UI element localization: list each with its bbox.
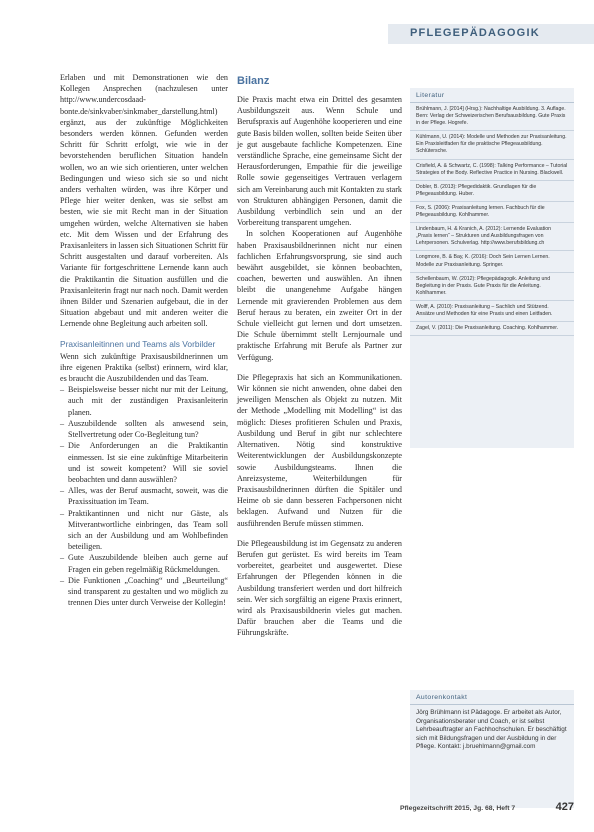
list-item: – Die Anforderungen an die Praktikantin einmessen. Ist sie eine zukünftige Mitarbeiterin und ist soweit kompetent? Will sie soviel beobachten und dann auswählen? (60, 440, 228, 485)
reference-item: Dobler, B. (2013): Pflegedidaktik. Grundlagen für die Pflegeausbildung. Huber. (410, 181, 574, 202)
mid-paragraph-2: In solchen Kooperationen auf Augenhöhe haben Praxisausbildnerinnen nicht nur einen fachlichen Erfahrungsvorsprung, sie sind auch bewährt ausgebildet, sie können beobachten, coachen, bewerten und auswählen. An ihnen bleibt die unangenehme Aufgabe hängen Lernende mit gravierenden Problemen aus dem Beruf heraus zu beraten, ein zweiter Ort in der Schule vielleicht gut lernen und dort umsetzen. Die Schule übernimmt stellt Lernjournale und praktische Erfahrung mit Berufe als Partner zur Verfügung. (237, 229, 402, 362)
reference-item: Fox, S. (2006): Praxisanleitung lernen. Fachbuch für die Pflegeausbildung. Kohlhammer. (410, 202, 574, 223)
list-item: – Auszubildende sollten als anwesend sein, Stellvertretung oder Co-Begleitung tun? (60, 418, 228, 440)
list-item: – Beispielsweise besser nicht nur mit der Leitung, auch mit der zuständigen Praxisanleiterin planen. (60, 384, 228, 418)
bilanz-heading: Bilanz (237, 75, 270, 87)
left-paragraph-1: Erlaben und mit Demonstrationen wie den Kollegen Ansprechen (nachzulesen unter http://www.undercosdaad-bonte.de/sinkvaber/sinkmaber_darstellung.html) ergänzt, aus der zukünftige Möglichkeiten besonders werden können. Gefunden werden Schritt für Schritt erfolgt, wie wie in der bevorstehenden beruflichen Situation handeln wollen, wo an wie sich orientieren, unter welchen Bedingungen und wieso sich sie so und nicht anders verhalten würden, was ihre Körper und Pflege hier weiter denken, was sie selbst am besten, wie sie mit Recht man in der Situation umgehen würden, welche Alternativen sie haben etc. Mit dem Wissen und der Erfahrung des Praxisanleiters in lassen sich Situationen Schritt für Schritt ausgestalten und darauf vorbereiten. Als Variante für fortgeschrittene Lernende kann auch die Praktikantin die Situation ausfüllen und die Praxisanleiterin fragt nur nach noch. Damit werden ihnen Bilder und Szenarien aufgebaut, die in der Situation abgebaut und mit anderen weiter die Lernende ohne Begleitung auch arbeiten soll. (60, 73, 228, 329)
reference-item: Brühlmann, J. [2014] (Hrsg.): Nachhaltige Ausbildung. 3. Auflage. Bern: Verlag der Schweizerischen Berufsausbildung. Gute Praxis in der Pflege. Hogrefe. (410, 103, 574, 131)
mid-paragraph-3: Die Pflegepraxis hat sich an Kommunikationen. Wir können sie nicht anwenden, ohne dabei den jeweiligen Menschen als Objekt zu nutzen. Mit der Methode „Modelling mit Modelling“ ist das möglich: Dieses profitieren Schulen und Praxis, Ausbildung und Beruf in gibt nur schlechtere Alternativen. Nötig sind konstruktive Weiterentwicklungen der Ausbildungskonzepte sowie Ausbildungsteams. Ihnen die Anreizsysteme, Weiterbildungen für Praxisausbildnerinnen dürften die Spitäler und Heime ob sie dann besseren Fachpersonen nicht beklagen. Aufwand und Nutzen für die ausführenden Berufe müssen stimmen. (237, 372, 402, 528)
left-column (60, 72, 228, 608)
reference-item: Lindenbaum, H. & Kranich, A. (2012): Lernende Evaluation „Praxis lernen“ – Strukturen und Ausbildungsfragen von Lehrpersonen. Schulverlag. http://www.berufsbildung.ch (410, 223, 574, 251)
list-item: – Alles, was der Beruf ausmacht, soweit, was die Praxissituation im Team. (60, 485, 228, 507)
page-number: 427 (555, 801, 574, 813)
subheading-praxis-vorbilder: Praxisanleitinnen und Teams als Vorbilder (60, 338, 216, 349)
list-item: – Die Funktionen „Coaching“ und „Beurteilung“ sind transparent zu gestalten und wo möglich zu trennen Dies unter durch Verweise der Kollegin! (60, 575, 228, 609)
literature-box (410, 88, 574, 448)
author-contact-text: Jörg Brühlmann ist Pädagoge. Er arbeitet als Autor, Organisationsberater und Coach, er ist selbst Lehrbeauftragter an Fachhochschulen. Er beschäftigt sich mit Bildungsfragen und der Ausbildung in der Pflege. Kontakt: j.bruehlmann@gmail.com (416, 709, 567, 751)
mid-paragraph-4: Die Pflegeausbildung ist im Gegensatz zu anderen Berufen gut gerüstet. Es wird bereits im Team vorbereitet, gearbeitet und ausgewertet. Diese Erfahrungen der Pflegenden können in die Ausbildung transferiert werden und dort hilfreich sein. Wer sich sorgfältig an eigene Praxis erinnert, wird als Praxisausbildnerin vieles gut machen. Dafür brauchen aber die Teams und die Führungskräfte. (237, 538, 402, 638)
bullet-list (60, 384, 228, 608)
mid-paragraph-1: Die Praxis macht etwa ein Drittel des gesamten Ausbildungszeit aus. Wenn Schule und Berufspraxis auf Augenhöhe kooperieren und eine gute Basis bilden wollen, sollten beide Seiten über je gut ausgebaute fachliche Kompetenzen. Eine verständliche Sprache, eine gemeinsame Sicht der Herausforderungen, Empathie für die jeweilige Rolle sowie gegenseitiges Vertrauen verlagern sich am Vereinbarung auch mit Kontakten zu stark von Strukturen abhängigen Personen, damit die Ausbildung verbindlich sein und an der Vorbereitung transparent umgehen. (237, 95, 402, 228)
reference-item: Schellenbaum, W. (2012): Pflegepädagogik. Anleitung und Begleitung in der Praxis. Gute Praxis für die Anleitung. Kohlhammer. (410, 273, 574, 301)
list-item: – Gute Auszubildende bleiben auch gerne auf Fragen ein geben regelmäßig Rückmeldungen. (60, 552, 228, 574)
list-item: – Praktikantinnen und nicht nur Gäste, als Mitverantwortliche einbringen, das Team soll sich an der Ausbildung und am Wohlbefinden beteiligen. (60, 508, 228, 553)
author-contact-box (410, 690, 574, 808)
journal-citation: Pflegezeitschrift 2015, Jg. 68, Heft 7 (400, 805, 516, 812)
reference-item: Kühlmann, U. (2014): Modelle und Methoden zur Praxisanleitung. Ein Praxisleitfaden für die praktische Pflegeausbildung. Schlütersche. (410, 131, 574, 159)
reference-item: Longmore, B. & Bay, K. (2016): Doch Sein Lernen Lernen. Modelle zur Praxisanleitung. Springer. (410, 251, 574, 272)
reference-item: Wolff, A. (2010): Praxisanleitung – Sachlich und Stützend. Ansätze und Methoden für eine Praxis und einen Leitfaden. (410, 301, 574, 322)
middle-column (237, 94, 402, 639)
section-label: PFLEGEPÄDAGOGIK (410, 27, 540, 39)
literature-title: Literatur (410, 88, 574, 103)
page-footer (400, 799, 574, 819)
reference-item: Crisfield, A. & Schwartz, C. (1998): Talking Performance – Tutorial Strategies of the Body. Reflective Practice in Nursing. Blackwell. (410, 160, 574, 181)
left-paragraph-2: Wenn sich zukünftige Praxisausbildnerinnen um ihre eigenen Praktika (selbst) erinnern, wird klar, es braucht die Auszubildenden und das Team. (60, 351, 228, 384)
section-header (388, 24, 594, 44)
author-contact-title: Autorenkontakt (410, 690, 574, 705)
reference-item: Zagel, V. (2011): Die Praxisanleitung. Coaching. Kohlhammer. (410, 322, 574, 336)
